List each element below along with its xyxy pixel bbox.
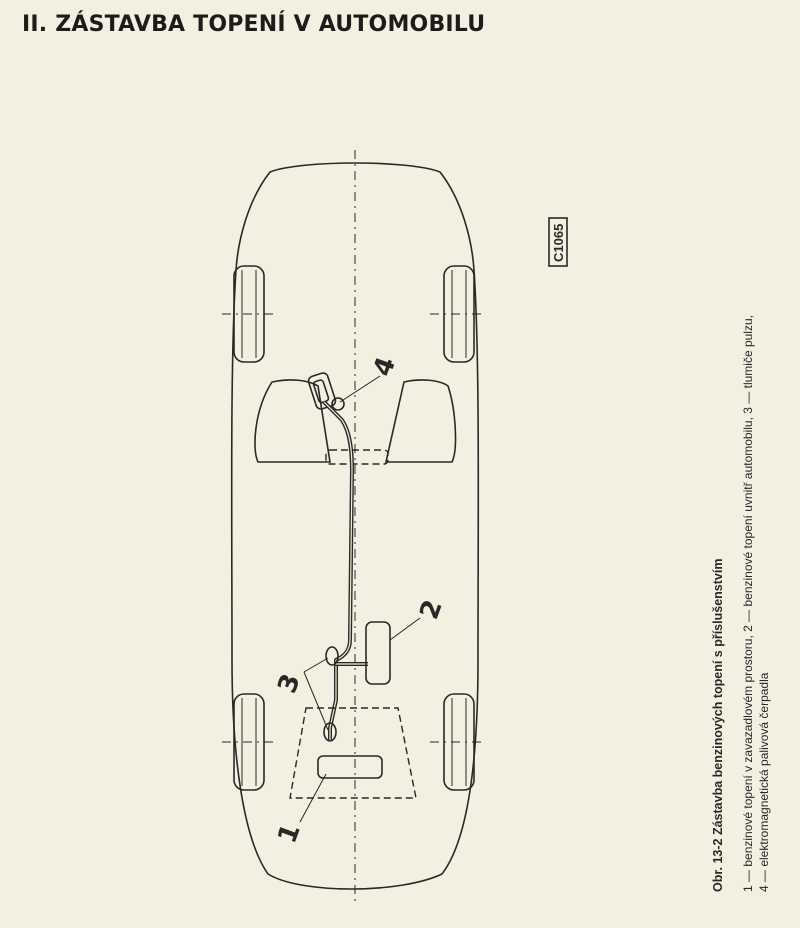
label-4: 4 [367, 353, 403, 381]
leader-line-2 [390, 618, 420, 640]
seat-crossmember [326, 450, 388, 464]
luggage-compartment [290, 708, 416, 798]
label-3: 3 [272, 669, 307, 698]
leader-line-3b [304, 672, 328, 730]
leader-line-4 [340, 376, 380, 402]
interior-heater [366, 622, 390, 684]
label-1: 1 [272, 819, 307, 848]
right-front-seat [386, 380, 455, 462]
svg-text:C1065: C1065 [551, 223, 566, 262]
svg-text:4 — elektromagnetická palivová: 4 — elektromagnetická palivová čerpadla [757, 672, 771, 892]
rear-left-wheel [222, 694, 278, 790]
svg-text:1 — benzinové topení v zavazad: 1 — benzinové topení v zavazadlovém prostoru, 2 — benzinové topení uvnitř automobilu, 3 — tlumiče pulzu, [741, 315, 755, 892]
leader-line-3a [304, 658, 328, 672]
luggage-heater [318, 756, 382, 778]
label-2: 2 [414, 595, 449, 624]
page-title: II. ZÁSTAVBA TOPENÍ V AUTOMOBILU [22, 12, 486, 37]
fuel-pipe [324, 402, 368, 740]
caption-body-1 [741, 315, 755, 892]
caption-title: Obr. 13-2 Zástavba benzinových topení s příslušenstvím [711, 558, 725, 892]
front-left-wheel [222, 266, 278, 362]
pulse-damper-upper [326, 647, 338, 665]
figure-code-box [549, 218, 567, 266]
caption-body-2 [757, 672, 771, 892]
left-front-seat [255, 380, 330, 462]
figure-caption [711, 559, 725, 892]
